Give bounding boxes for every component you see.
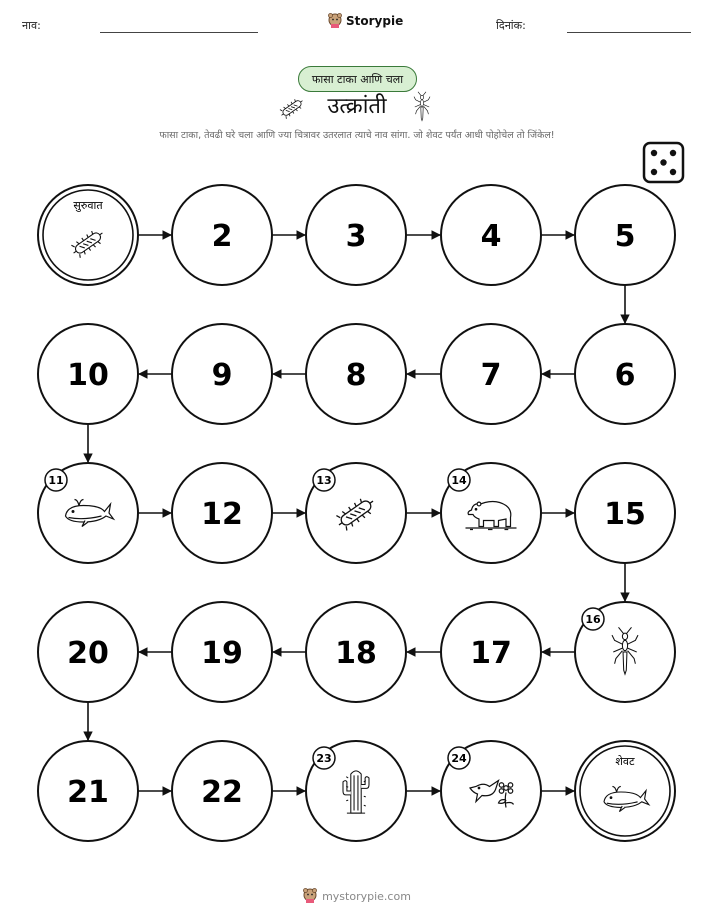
board-space-14 [441,463,541,563]
board-space-17 [441,602,541,702]
space-number: 12 [201,497,243,532]
board-space-15 [575,463,675,563]
space-number: 7 [480,358,502,393]
space-number: 18 [335,636,377,671]
board-space-11 [38,463,138,563]
space-number: 22 [201,775,243,810]
board-space-23 [306,741,406,841]
game-type-badge: फासा टाका आणि चला [298,66,417,92]
space-number: 8 [345,358,367,393]
start-space [38,185,138,285]
start-label: सुरुवात [73,199,103,212]
space-number: 5 [614,219,636,254]
board-space-24 [441,741,541,841]
board-space-19 [172,602,272,702]
board-space-6 [575,324,675,424]
date-label: दिनांक: [496,19,526,32]
page-title: उत्क्रांती [327,94,387,119]
board-space-8 [306,324,406,424]
board-space-21 [38,741,138,841]
space-number: 4 [480,219,502,254]
space-number: 3 [345,219,367,254]
board-space-16 [575,602,675,702]
end-label: शेवट [615,755,635,768]
end-space [575,741,675,841]
name-label: नाव: [22,19,41,32]
board-space-13 [306,463,406,563]
footer-site: mystorypie.com [322,889,411,903]
board-space-9 [172,324,272,424]
space-number: 21 [67,775,109,810]
board-space-10 [38,324,138,424]
space-number: 19 [201,636,243,671]
space-number-badge: 11 [48,474,64,487]
board-space-18 [306,602,406,702]
space-number-badge: 13 [316,474,332,487]
brand-name: Storypie [346,14,404,28]
space-number-badge: 24 [451,752,467,765]
board-space-20 [38,602,138,702]
board-space-7 [441,324,541,424]
bacteria-icon [278,96,305,120]
space-number: 15 [604,497,646,532]
space-number: 6 [614,358,636,393]
instructions: फासा टाका, तेवढी घरे चला आणि ज्या चित्रावर उतरलात त्याचे नाव सांगा. जो शेवट पर्यंत आधी पोहोचेल तो जिंकेल! [159,130,555,141]
board-space-5 [575,185,675,285]
space-number: 17 [470,636,512,671]
space-number: 10 [67,358,109,393]
space-number: 2 [211,219,233,254]
board-space-3 [306,185,406,285]
space-number-badge: 14 [451,474,467,487]
bear-mascot-icon [303,888,317,904]
insect-icon [414,92,430,121]
board-space-4 [441,185,541,285]
space-number-badge: 23 [316,752,332,765]
dice-icon [644,143,683,182]
board-space-2 [172,185,272,285]
space-number: 9 [211,358,233,393]
footer [0,888,714,904]
space-number-badge: 16 [585,613,601,626]
space-number: 20 [67,636,109,671]
board-space-22 [172,741,272,841]
board-space-12 [172,463,272,563]
